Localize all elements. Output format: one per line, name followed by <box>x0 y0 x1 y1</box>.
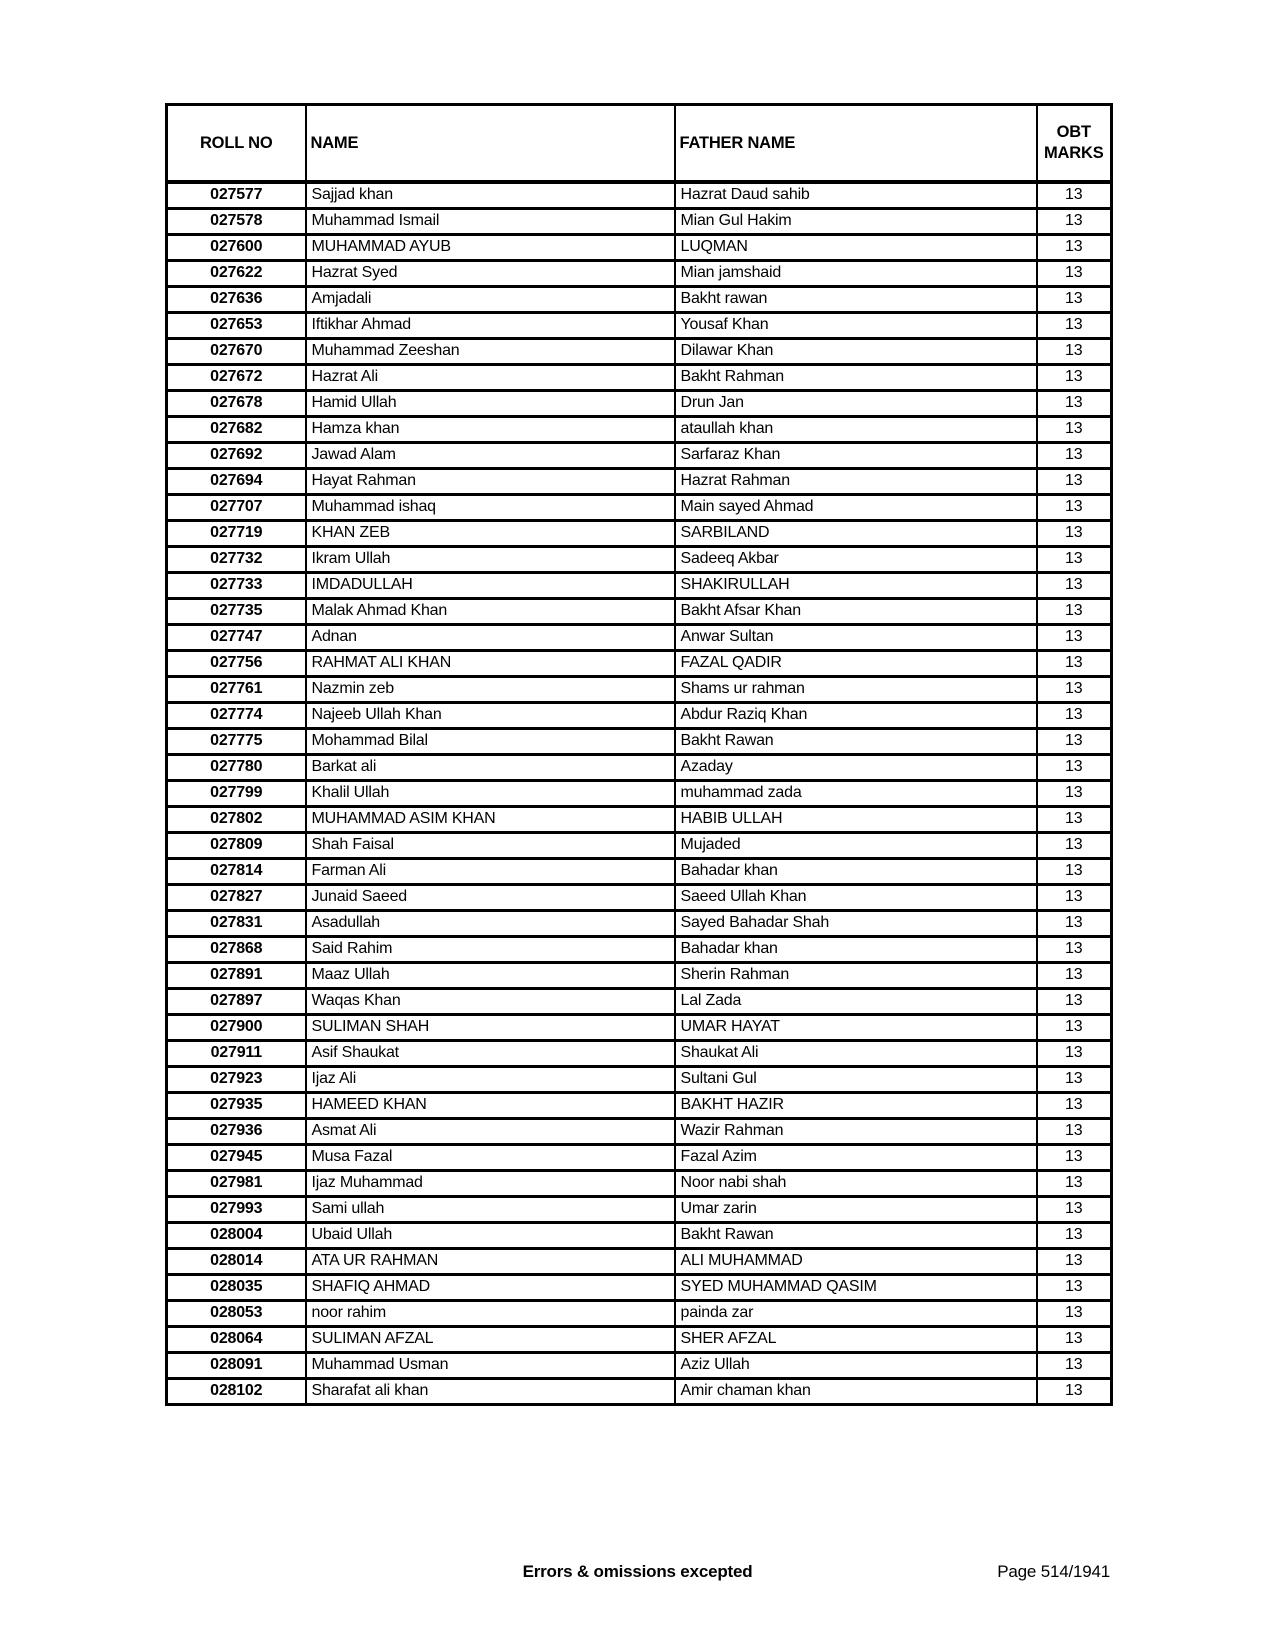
roll-cell: 027923 <box>167 1067 306 1093</box>
name-cell: Waqas Khan <box>306 989 675 1015</box>
name-cell: Ubaid Ullah <box>306 1223 675 1249</box>
roll-cell: 027981 <box>167 1171 306 1197</box>
table-row <box>167 1197 1112 1223</box>
name-cell: Ijaz Ali <box>306 1067 675 1093</box>
father-name-cell: FAZAL QADIR <box>675 651 1037 677</box>
roll-cell: 027831 <box>167 911 306 937</box>
name-cell: Junaid Saeed <box>306 885 675 911</box>
marks-cell: 13 <box>1037 651 1112 677</box>
name-cell: Hayat Rahman <box>306 469 675 495</box>
father-name-cell: UMAR HAYAT <box>675 1015 1037 1041</box>
table-row <box>167 1067 1112 1093</box>
marks-cell: 13 <box>1037 937 1112 963</box>
marks-cell: 13 <box>1037 833 1112 859</box>
name-cell: Muhammad ishaq <box>306 495 675 521</box>
marks-cell: 13 <box>1037 1067 1112 1093</box>
page-footer <box>0 1562 1275 1592</box>
table-row <box>167 781 1112 807</box>
father-name-cell: Bahadar khan <box>675 859 1037 885</box>
marks-cell: 13 <box>1037 417 1112 443</box>
table-row <box>167 755 1112 781</box>
name-cell: HAMEED KHAN <box>306 1093 675 1119</box>
marks-cell: 13 <box>1037 313 1112 339</box>
father-name-cell: Bahadar khan <box>675 937 1037 963</box>
name-cell: Ijaz Muhammad <box>306 1171 675 1197</box>
table-row <box>167 1353 1112 1379</box>
roll-cell: 027756 <box>167 651 306 677</box>
name-cell: SHAFIQ AHMAD <box>306 1275 675 1301</box>
father-name-cell: ALI MUHAMMAD <box>675 1249 1037 1275</box>
father-name-cell: Azaday <box>675 755 1037 781</box>
father-name-cell: Fazal Azim <box>675 1145 1037 1171</box>
roll-cell: 028004 <box>167 1223 306 1249</box>
marks-cell: 13 <box>1037 1197 1112 1223</box>
table-row <box>167 521 1112 547</box>
name-cell: SULIMAN SHAH <box>306 1015 675 1041</box>
roll-cell: 027672 <box>167 365 306 391</box>
table-row <box>167 1119 1112 1145</box>
marks-cell: 13 <box>1037 365 1112 391</box>
footer-note: Errors & omissions excepted <box>522 1562 753 1581</box>
table-row <box>167 1145 1112 1171</box>
table-row <box>167 261 1112 287</box>
father-name-cell: Shaukat Ali <box>675 1041 1037 1067</box>
name-cell: KHAN ZEB <box>306 521 675 547</box>
marks-cell: 13 <box>1037 885 1112 911</box>
marks-cell: 13 <box>1037 1275 1112 1301</box>
table-row <box>167 469 1112 495</box>
table-row <box>167 1171 1112 1197</box>
name-cell: Sajjad khan <box>306 182 675 209</box>
roll-cell: 027799 <box>167 781 306 807</box>
page-number: Page 514/1941 <box>997 1562 1110 1581</box>
father-name-cell: Sadeeq Akbar <box>675 547 1037 573</box>
roll-cell: 028091 <box>167 1353 306 1379</box>
table-body <box>167 182 1112 1405</box>
marks-cell: 13 <box>1037 807 1112 833</box>
father-name-cell: ataullah khan <box>675 417 1037 443</box>
roll-cell: 027733 <box>167 573 306 599</box>
roll-cell: 028053 <box>167 1301 306 1327</box>
marks-cell: 13 <box>1037 989 1112 1015</box>
name-cell: Ikram Ullah <box>306 547 675 573</box>
marks-cell: 13 <box>1037 287 1112 313</box>
father-name-cell: SHAKIRULLAH <box>675 573 1037 599</box>
marks-cell: 13 <box>1037 755 1112 781</box>
father-name-cell: Mian jamshaid <box>675 261 1037 287</box>
roll-cell: 027707 <box>167 495 306 521</box>
table-row <box>167 1327 1112 1353</box>
table-row <box>167 1093 1112 1119</box>
father-name-cell: Anwar Sultan <box>675 625 1037 651</box>
father-name-cell: Yousaf Khan <box>675 313 1037 339</box>
name-cell: Shah Faisal <box>306 833 675 859</box>
name-cell: Adnan <box>306 625 675 651</box>
table-row <box>167 989 1112 1015</box>
name-cell: MUHAMMAD ASIM KHAN <box>306 807 675 833</box>
father-name-cell: Main sayed Ahmad <box>675 495 1037 521</box>
marks-cell: 13 <box>1037 547 1112 573</box>
marks-cell: 13 <box>1037 1041 1112 1067</box>
marks-cell: 13 <box>1037 573 1112 599</box>
table-row <box>167 677 1112 703</box>
roll-cell: 027578 <box>167 209 306 235</box>
marks-cell: 13 <box>1037 182 1112 209</box>
father-name-cell: Bakht Afsar Khan <box>675 599 1037 625</box>
marks-cell: 13 <box>1037 261 1112 287</box>
marks-cell: 13 <box>1037 1223 1112 1249</box>
name-cell: MUHAMMAD AYUB <box>306 235 675 261</box>
roll-cell: 027719 <box>167 521 306 547</box>
father-name-cell: LUQMAN <box>675 235 1037 261</box>
roll-cell: 027732 <box>167 547 306 573</box>
name-cell: Asmat Ali <box>306 1119 675 1145</box>
roll-cell: 027636 <box>167 287 306 313</box>
table-row <box>167 1015 1112 1041</box>
marks-cell: 13 <box>1037 1379 1112 1405</box>
table-row <box>167 209 1112 235</box>
marks-cell: 13 <box>1037 625 1112 651</box>
name-cell: SULIMAN AFZAL <box>306 1327 675 1353</box>
father-name-cell: muhammad zada <box>675 781 1037 807</box>
marks-cell: 13 <box>1037 703 1112 729</box>
table-row <box>167 963 1112 989</box>
name-cell: Iftikhar Ahmad <box>306 313 675 339</box>
marks-cell: 13 <box>1037 1353 1112 1379</box>
table-row <box>167 235 1112 261</box>
marks-cell: 13 <box>1037 781 1112 807</box>
roll-cell: 027735 <box>167 599 306 625</box>
father-name-cell: Shams ur rahman <box>675 677 1037 703</box>
roll-cell: 027653 <box>167 313 306 339</box>
father-name-cell: SARBILAND <box>675 521 1037 547</box>
name-cell: Amjadali <box>306 287 675 313</box>
name-cell: Asadullah <box>306 911 675 937</box>
father-name-cell: Sayed Bahadar Shah <box>675 911 1037 937</box>
marks-cell: 13 <box>1037 963 1112 989</box>
father-name-cell: Sherin Rahman <box>675 963 1037 989</box>
table-row <box>167 911 1112 937</box>
father-name-cell: Bakht Rawan <box>675 1223 1037 1249</box>
roll-cell: 027622 <box>167 261 306 287</box>
marks-cell: 13 <box>1037 209 1112 235</box>
name-cell: Muhammad Ismail <box>306 209 675 235</box>
marks-cell: 13 <box>1037 469 1112 495</box>
name-cell: Muhammad Zeeshan <box>306 339 675 365</box>
name-cell: RAHMAT ALI KHAN <box>306 651 675 677</box>
roll-cell: 027600 <box>167 235 306 261</box>
father-name-cell: Wazir Rahman <box>675 1119 1037 1145</box>
table-row <box>167 443 1112 469</box>
name-cell: Musa Fazal <box>306 1145 675 1171</box>
roll-cell: 028064 <box>167 1327 306 1353</box>
roll-cell: 027936 <box>167 1119 306 1145</box>
marks-cell: 13 <box>1037 1327 1112 1353</box>
table-row <box>167 885 1112 911</box>
marks-cell: 13 <box>1037 1015 1112 1041</box>
marks-cell: 13 <box>1037 339 1112 365</box>
results-table <box>165 103 1113 1406</box>
marks-cell: 13 <box>1037 235 1112 261</box>
father-name-cell: Noor nabi shah <box>675 1171 1037 1197</box>
marks-cell: 13 <box>1037 859 1112 885</box>
name-cell: Hazrat Syed <box>306 261 675 287</box>
roll-cell: 028014 <box>167 1249 306 1275</box>
table-row <box>167 599 1112 625</box>
father-name-cell: Saeed Ullah Khan <box>675 885 1037 911</box>
roll-cell: 027692 <box>167 443 306 469</box>
table-row <box>167 1249 1112 1275</box>
marks-cell: 13 <box>1037 443 1112 469</box>
header-name: NAME <box>306 105 675 183</box>
roll-cell: 027945 <box>167 1145 306 1171</box>
roll-cell: 027911 <box>167 1041 306 1067</box>
father-name-cell: Hazrat Rahman <box>675 469 1037 495</box>
father-name-cell: Drun Jan <box>675 391 1037 417</box>
roll-cell: 027780 <box>167 755 306 781</box>
marks-cell: 13 <box>1037 1093 1112 1119</box>
table-row <box>167 625 1112 651</box>
header-obt-marks: OBT MARKS <box>1037 105 1112 183</box>
roll-cell: 027897 <box>167 989 306 1015</box>
table-row <box>167 417 1112 443</box>
name-cell: Jawad Alam <box>306 443 675 469</box>
father-name-cell: SHER AFZAL <box>675 1327 1037 1353</box>
table-row <box>167 1223 1112 1249</box>
father-name-cell: Bakht Rahman <box>675 365 1037 391</box>
name-cell: Malak Ahmad Khan <box>306 599 675 625</box>
name-cell: Sharafat ali khan <box>306 1379 675 1405</box>
table-header-row <box>167 105 1112 183</box>
father-name-cell: Bakht rawan <box>675 287 1037 313</box>
marks-cell: 13 <box>1037 495 1112 521</box>
table-row <box>167 182 1112 209</box>
name-cell: Hamza khan <box>306 417 675 443</box>
father-name-cell: Umar zarin <box>675 1197 1037 1223</box>
father-name-cell: Abdur Raziq Khan <box>675 703 1037 729</box>
roll-cell: 027900 <box>167 1015 306 1041</box>
father-name-cell: Lal Zada <box>675 989 1037 1015</box>
table-row <box>167 339 1112 365</box>
father-name-cell: Sultani Gul <box>675 1067 1037 1093</box>
father-name-cell: Bakht Rawan <box>675 729 1037 755</box>
table-row <box>167 807 1112 833</box>
roll-cell: 027935 <box>167 1093 306 1119</box>
roll-cell: 027577 <box>167 182 306 209</box>
roll-cell: 027747 <box>167 625 306 651</box>
table-row <box>167 287 1112 313</box>
roll-cell: 028102 <box>167 1379 306 1405</box>
father-name-cell: Hazrat Daud sahib <box>675 182 1037 209</box>
roll-cell: 028035 <box>167 1275 306 1301</box>
table-row <box>167 1275 1112 1301</box>
header-roll-no: ROLL NO <box>167 105 306 183</box>
table-row <box>167 651 1112 677</box>
roll-cell: 027678 <box>167 391 306 417</box>
name-cell: noor rahim <box>306 1301 675 1327</box>
roll-cell: 027670 <box>167 339 306 365</box>
marks-cell: 13 <box>1037 1119 1112 1145</box>
name-cell: Said Rahim <box>306 937 675 963</box>
roll-cell: 027993 <box>167 1197 306 1223</box>
table-row <box>167 391 1112 417</box>
name-cell: Sami ullah <box>306 1197 675 1223</box>
name-cell: Barkat ali <box>306 755 675 781</box>
marks-cell: 13 <box>1037 729 1112 755</box>
roll-cell: 027827 <box>167 885 306 911</box>
marks-cell: 13 <box>1037 1145 1112 1171</box>
father-name-cell: Amir chaman khan <box>675 1379 1037 1405</box>
roll-cell: 027775 <box>167 729 306 755</box>
table-row <box>167 937 1112 963</box>
father-name-cell: SYED MUHAMMAD QASIM <box>675 1275 1037 1301</box>
name-cell: Asif Shaukat <box>306 1041 675 1067</box>
name-cell: ATA UR RAHMAN <box>306 1249 675 1275</box>
marks-cell: 13 <box>1037 1301 1112 1327</box>
roll-cell: 027694 <box>167 469 306 495</box>
table-row <box>167 573 1112 599</box>
marks-cell: 13 <box>1037 599 1112 625</box>
marks-cell: 13 <box>1037 1171 1112 1197</box>
father-name-cell: Dilawar Khan <box>675 339 1037 365</box>
name-cell: Hazrat Ali <box>306 365 675 391</box>
table-row <box>167 833 1112 859</box>
father-name-cell: Mujaded <box>675 833 1037 859</box>
name-cell: Khalil Ullah <box>306 781 675 807</box>
name-cell: Farman Ali <box>306 859 675 885</box>
table-row <box>167 1379 1112 1405</box>
table-row <box>167 365 1112 391</box>
table-row <box>167 729 1112 755</box>
roll-cell: 027814 <box>167 859 306 885</box>
father-name-cell: Mian Gul Hakim <box>675 209 1037 235</box>
marks-cell: 13 <box>1037 677 1112 703</box>
marks-cell: 13 <box>1037 391 1112 417</box>
table-row <box>167 859 1112 885</box>
name-cell: Najeeb Ullah Khan <box>306 703 675 729</box>
table-row <box>167 313 1112 339</box>
table-row <box>167 703 1112 729</box>
name-cell: Muhammad Usman <box>306 1353 675 1379</box>
marks-cell: 13 <box>1037 521 1112 547</box>
roll-cell: 027802 <box>167 807 306 833</box>
father-name-cell: BAKHT HAZIR <box>675 1093 1037 1119</box>
name-cell: Maaz Ullah <box>306 963 675 989</box>
father-name-cell: Aziz Ullah <box>675 1353 1037 1379</box>
table-row <box>167 1301 1112 1327</box>
roll-cell: 027891 <box>167 963 306 989</box>
name-cell: Nazmin zeb <box>306 677 675 703</box>
roll-cell: 027868 <box>167 937 306 963</box>
table-row <box>167 495 1112 521</box>
header-father-name: FATHER NAME <box>675 105 1037 183</box>
name-cell: IMDADULLAH <box>306 573 675 599</box>
roll-cell: 027761 <box>167 677 306 703</box>
roll-cell: 027809 <box>167 833 306 859</box>
roll-cell: 027774 <box>167 703 306 729</box>
table-row <box>167 547 1112 573</box>
father-name-cell: HABIB ULLAH <box>675 807 1037 833</box>
name-cell: Mohammad Bilal <box>306 729 675 755</box>
table-row <box>167 1041 1112 1067</box>
roll-cell: 027682 <box>167 417 306 443</box>
father-name-cell: Sarfaraz Khan <box>675 443 1037 469</box>
marks-cell: 13 <box>1037 911 1112 937</box>
father-name-cell: painda zar <box>675 1301 1037 1327</box>
name-cell: Hamid Ullah <box>306 391 675 417</box>
marks-cell: 13 <box>1037 1249 1112 1275</box>
